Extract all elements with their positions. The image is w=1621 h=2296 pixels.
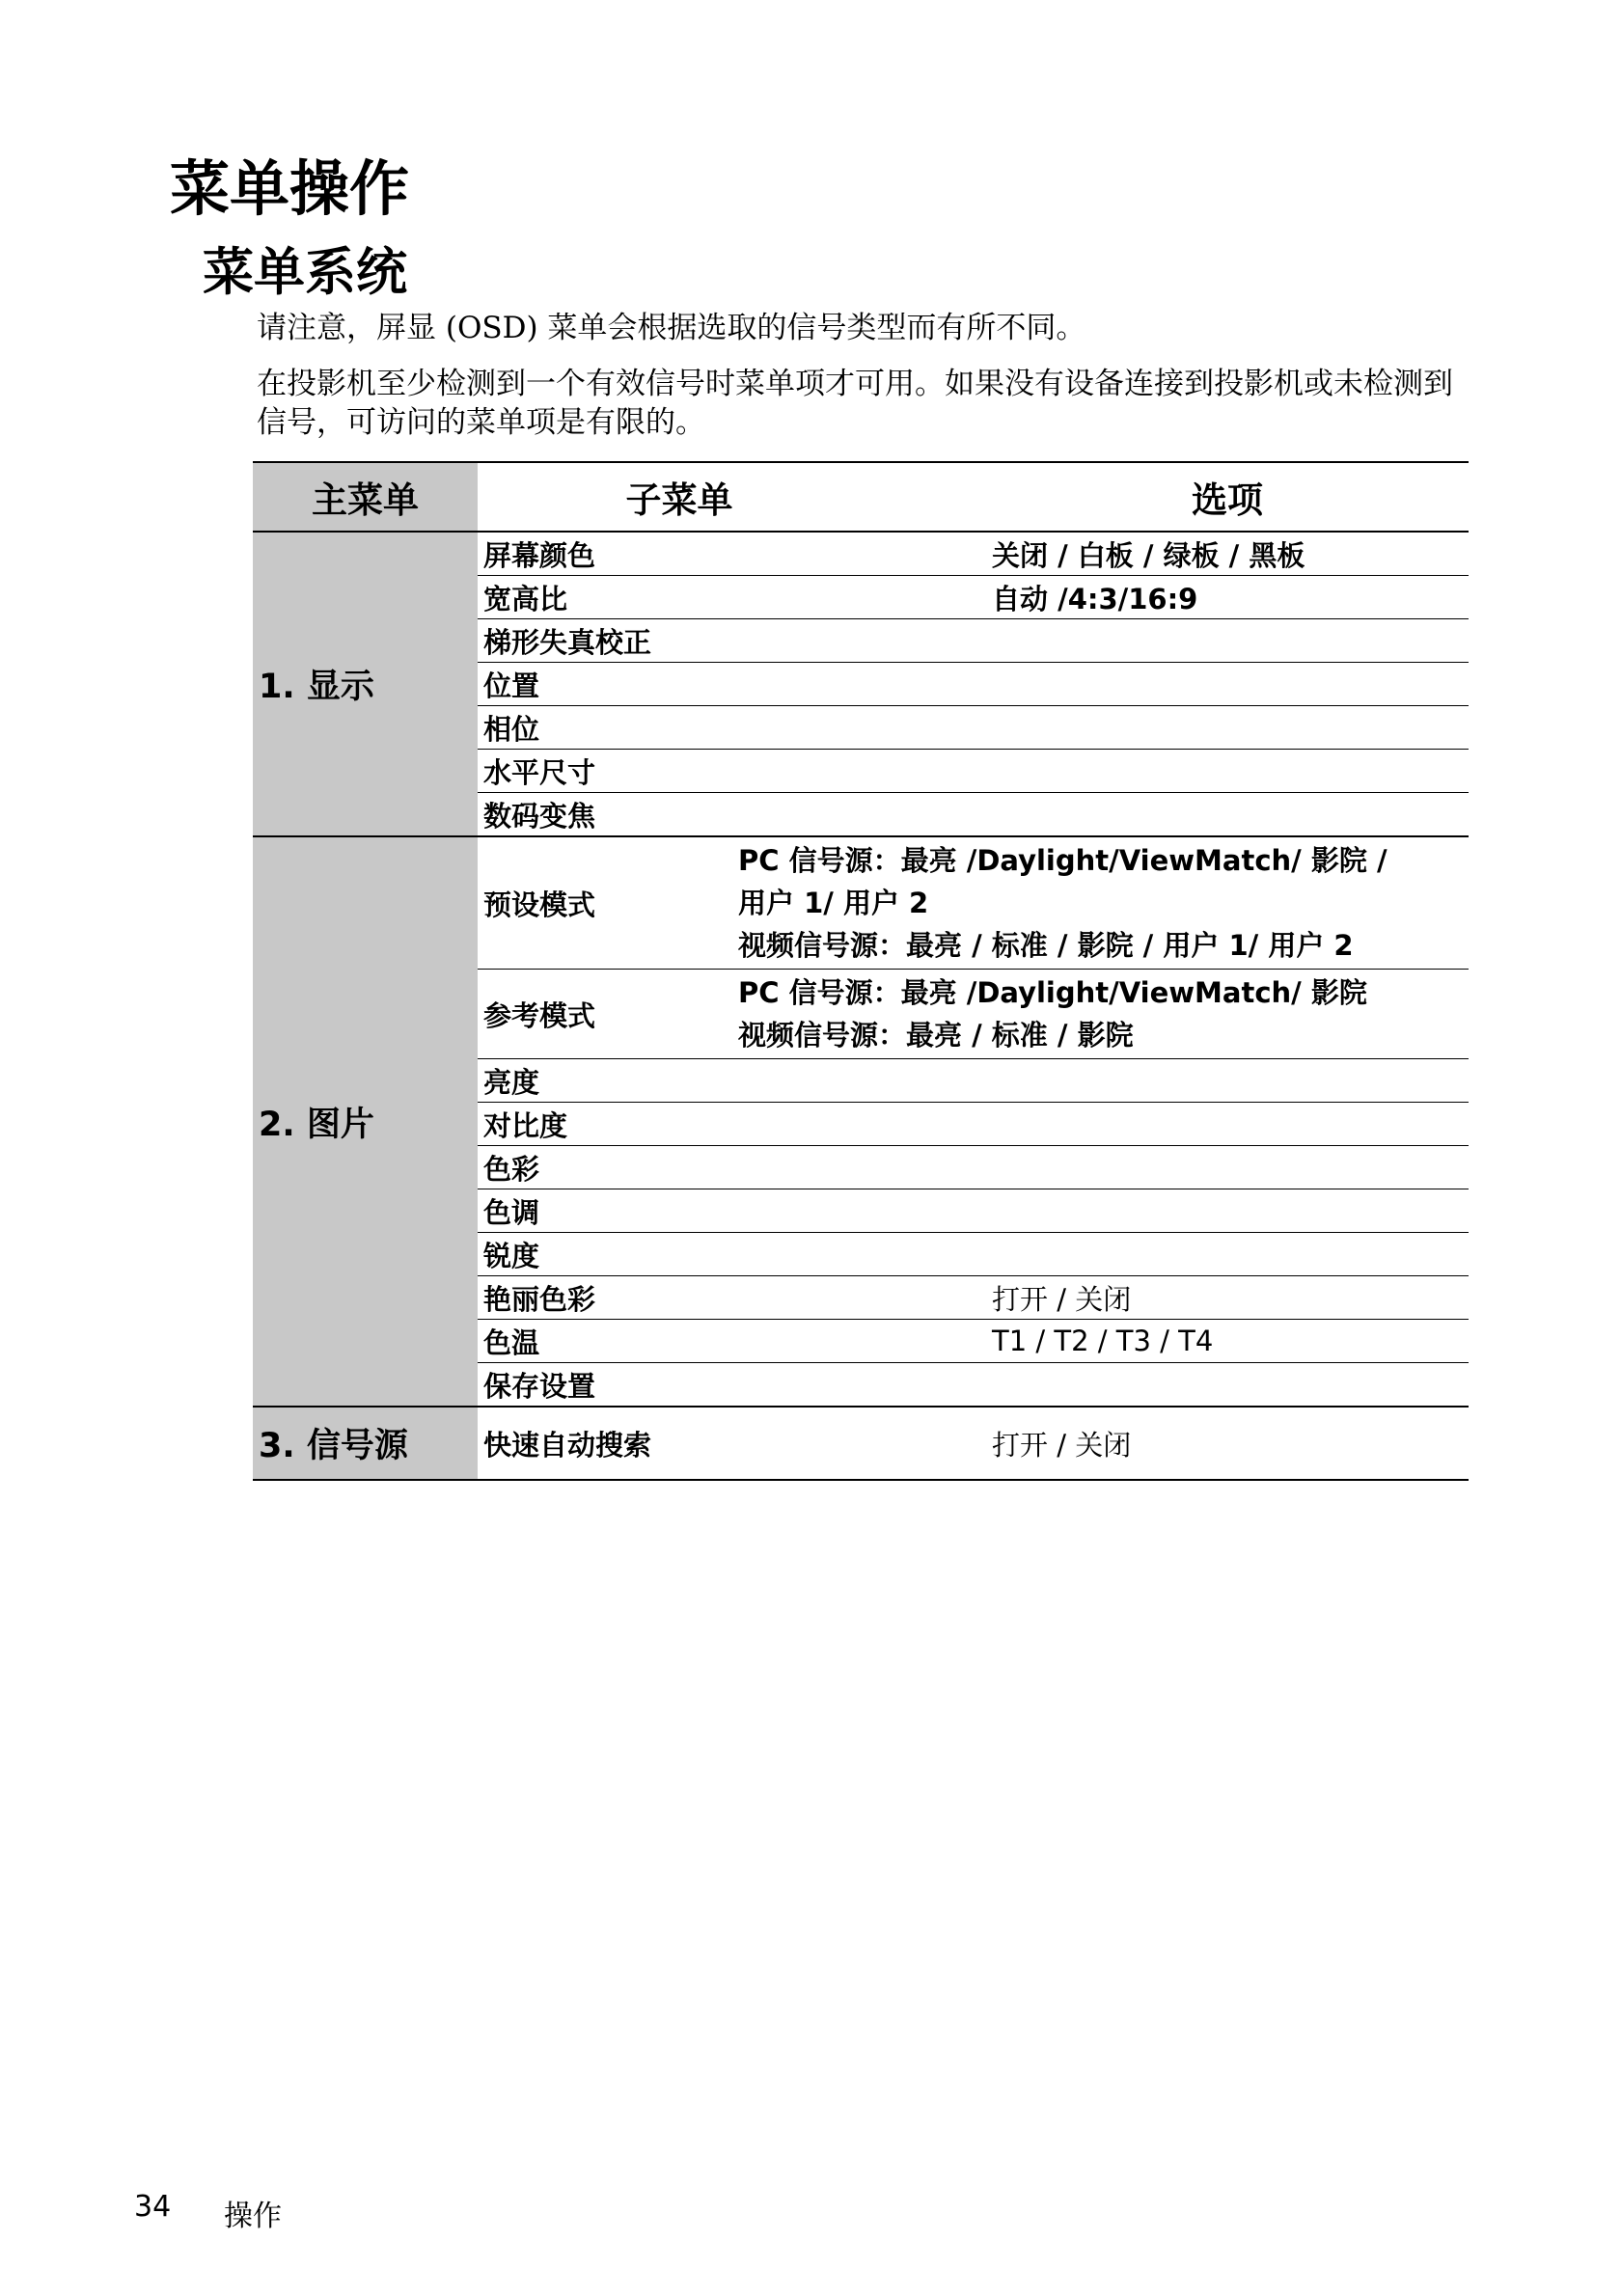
- submenu-item: 色调: [478, 1189, 986, 1233]
- submenu-item: 色温: [478, 1320, 986, 1363]
- option-value: [738, 836, 1469, 970]
- option-value: [986, 1146, 1469, 1189]
- header-main-menu: 主菜单: [253, 462, 478, 532]
- option-value: [738, 970, 1469, 1059]
- option-line: 用户 1/ 用户 2: [738, 887, 929, 919]
- submenu-item: 快速自动搜索: [483, 1428, 652, 1462]
- table-row: [253, 532, 1469, 576]
- option-value: [986, 1233, 1469, 1276]
- submenu-item: 保存设置: [478, 1363, 986, 1408]
- option-line: 视频信号源：最亮 / 标准 / 影院 / 用户 1/ 用户 2: [738, 929, 1354, 962]
- submenu-item: 水平尺寸: [478, 750, 986, 793]
- submenu-item: 梯形失真校正: [478, 619, 986, 663]
- submenu-item: 屏幕颜色: [478, 532, 986, 576]
- option-value: 打开 / 关闭: [992, 1428, 1132, 1462]
- table-header-row: [253, 462, 1469, 532]
- submenu-item: 参考模式: [478, 970, 986, 1059]
- submenu-item: 色彩: [478, 1146, 986, 1189]
- option-value: 自动 /4:3/16:9: [986, 576, 1469, 619]
- table-row: [253, 1407, 1469, 1480]
- note-osd: 请注意，屏显 (OSD) 菜单会根据选取的信号类型而有所不同。: [257, 311, 1086, 345]
- submenu-item: 艳丽色彩: [478, 1276, 986, 1320]
- submenu-item: 对比度: [478, 1103, 986, 1146]
- option-value: [986, 663, 1469, 706]
- submenu-item: 位置: [478, 663, 986, 706]
- submenu-item: 锐度: [478, 1233, 986, 1276]
- submenu-item: 预设模式: [478, 836, 986, 970]
- submenu-item: 相位: [478, 706, 986, 750]
- header-options: 选项: [986, 462, 1469, 532]
- option-value: [986, 793, 1469, 837]
- main-menu-display: 1. 显示: [253, 532, 478, 836]
- section-title: 菜单系统: [203, 243, 407, 302]
- submenu-item: 宽高比: [478, 576, 986, 619]
- page-title: 菜单操作: [170, 153, 410, 224]
- option-value: [986, 1363, 1469, 1408]
- option-value: [986, 706, 1469, 750]
- option-value: [986, 619, 1469, 663]
- menu-table: [253, 461, 1469, 1481]
- option-line: PC 信号源：最亮 /Daylight/ViewMatch/ 影院: [738, 976, 1367, 1009]
- submenu-item: 数码变焦: [478, 793, 986, 837]
- option-line: PC 信号源：最亮 /Daylight/ViewMatch/ 影院 /: [738, 844, 1387, 877]
- table-row: [253, 836, 1469, 970]
- option-value: [986, 1189, 1469, 1233]
- option-value: [986, 1103, 1469, 1146]
- header-submenu: 子菜单: [478, 462, 986, 532]
- note-signal: 在投影机至少检测到一个有效信号时菜单项才可用。如果没有设备连接到投影机或未检测到信号，可访问的菜单项是有限的。: [257, 367, 1453, 440]
- option-value: T1 / T2 / T3 / T4: [986, 1320, 1469, 1363]
- option-value: [986, 1059, 1469, 1103]
- option-value: 关闭 / 白板 / 绿板 / 黑板: [986, 532, 1469, 576]
- main-menu-source: 3. 信号源: [253, 1407, 478, 1480]
- page-section: 操作: [224, 2200, 282, 2233]
- option-value: 打开 / 关闭: [986, 1276, 1469, 1320]
- page-number: 34: [134, 2190, 172, 2224]
- main-menu-picture: 2. 图片: [253, 836, 478, 1407]
- option-line: 视频信号源：最亮 / 标准 / 影院: [738, 1019, 1134, 1052]
- option-value: [986, 750, 1469, 793]
- submenu-item: 亮度: [478, 1059, 986, 1103]
